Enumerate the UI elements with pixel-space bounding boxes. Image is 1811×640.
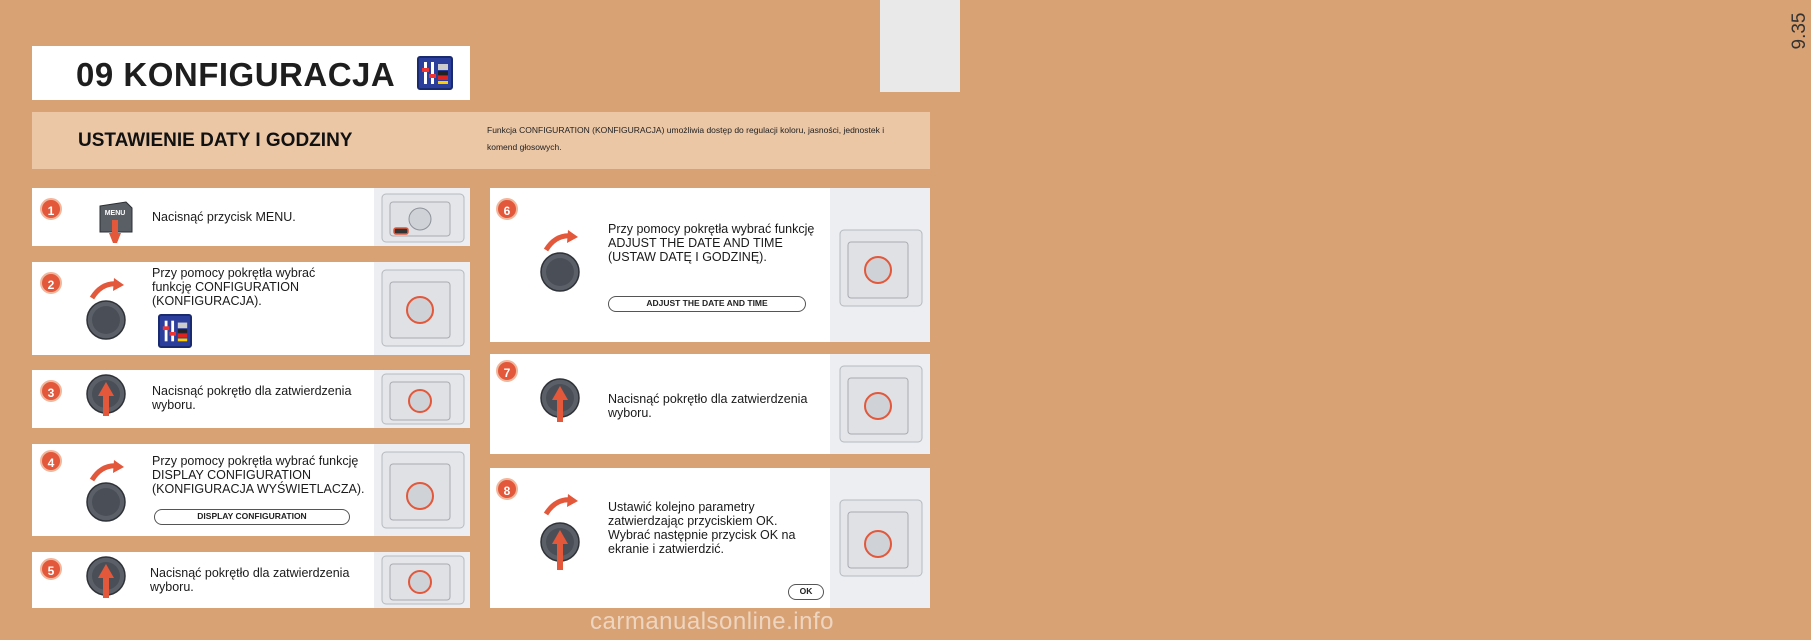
step-card-8 [490, 468, 930, 608]
step-text-4: Przy pomocy pokrętła wybrać funkcję DISPLAY CONFIGURATION (KONFIGURACJA WYŚWIETLACZA). [152, 454, 365, 496]
menu-button-icon [96, 198, 136, 249]
radio-device-illustration [374, 370, 470, 428]
section-header-band [32, 112, 930, 169]
press-knob-icon [538, 376, 584, 439]
ok-label: OK [788, 584, 824, 600]
svg-text:MENU: MENU [104, 210, 126, 217]
display-configuration-label: DISPLAY CONFIGURATION [154, 509, 350, 525]
step-card-2 [32, 262, 470, 355]
step-number-4: 4 [40, 450, 62, 472]
configuration-icon [417, 56, 453, 90]
radio-device-illustration [374, 188, 470, 246]
step-number-5: 5 [40, 558, 62, 580]
press-knob-icon [84, 372, 130, 433]
radio-device-illustration [374, 262, 470, 355]
step-number-2: 2 [40, 272, 62, 294]
radio-device-illustration [374, 444, 470, 536]
adjust-date-time-label: ADJUST THE DATE AND TIME [608, 296, 806, 312]
step-number-1: 1 [40, 198, 62, 220]
step-card-7 [490, 354, 930, 454]
step-text-8: Ustawić kolejno parametry zatwierdzając przyciskiem OK. Wybrać następnie przycisk OK na ekranie i zatwierdzić. [608, 500, 796, 556]
page-number: 9.35 [1789, 12, 1810, 50]
rotate-knob-icon [84, 458, 130, 527]
step-text-1: Nacisnąć przycisk MENU. [152, 210, 296, 224]
watermark: carmanualsonline.info [590, 608, 834, 635]
step-card-3 [32, 370, 470, 428]
step-number-3: 3 [40, 380, 62, 402]
step-number-7: 7 [496, 360, 518, 382]
chapter-header [32, 46, 470, 100]
section-title: USTAWIENIE DATY I GODZINY [78, 130, 353, 151]
step-text-5: Nacisnąć pokrętło dla zatwierdzenia wyboru. [150, 566, 350, 594]
chapter-title: 09 KONFIGURACJA [76, 56, 396, 93]
step-text-3: Nacisnąć pokrętło dla zatwierdzenia wyboru. [152, 384, 352, 412]
radio-device-illustration [830, 188, 930, 342]
press-knob-icon [84, 554, 130, 613]
section-description: Funkcja CONFIGURATION (KONFIGURACJA) umożliwia dostęp do regulacji koloru, jasności, jednostek i komend głosowych. [487, 125, 885, 152]
radio-device-illustration [830, 468, 930, 608]
step-number-8: 8 [496, 478, 518, 500]
step-card-5 [32, 552, 470, 608]
configuration-icon [158, 314, 192, 348]
step-text-6: Przy pomocy pokrętła wybrać funkcję ADJUST THE DATE AND TIME (USTAW DATĘ I GODZINĘ). [608, 222, 815, 264]
step-text-7: Nacisnąć pokrętło dla zatwierdzenia wyboru. [608, 392, 808, 420]
rotate-knob-icon [538, 228, 584, 299]
rotate-knob-icon [84, 276, 130, 345]
step-number-6: 6 [496, 198, 518, 220]
step-card-4 [32, 444, 470, 536]
step-card-6 [490, 188, 930, 342]
radio-device-illustration [830, 354, 930, 454]
rotate-and-press-knob-icon [538, 492, 586, 593]
radio-device-illustration [374, 552, 470, 608]
step-text-2: Przy pomocy pokrętła wybrać funkcję CONFIGURATION (KONFIGURACJA). [152, 266, 316, 308]
step-card-1 [32, 188, 470, 246]
page-number-tab [880, 0, 1810, 92]
